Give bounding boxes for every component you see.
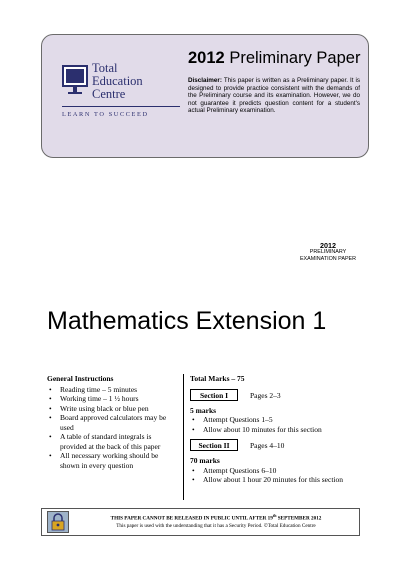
stamp-year: 2012 <box>320 241 336 250</box>
stamp-line2: EXAMINATION PAPER <box>299 256 357 262</box>
instruction-item: • Board approved calculators may be used <box>47 413 175 432</box>
header-subtitle: Preliminary Paper <box>229 49 361 67</box>
total-marks: Total Marks – 75 <box>190 374 245 383</box>
section-item: • Attempt Questions 1–5 <box>190 415 360 425</box>
section-marks: 5 marks <box>190 405 217 415</box>
footer-text <box>76 512 356 530</box>
section-item: • Allow about 10 minutes for this section <box>190 425 360 435</box>
section-header <box>190 389 360 405</box>
monitor-icon <box>62 64 90 100</box>
section-pages: Pages 4–10 <box>250 441 285 450</box>
marks-summary <box>190 374 360 485</box>
disclaimer <box>188 77 360 115</box>
section-item: • Allow about 1 hour 20 minutes for this section <box>190 475 360 485</box>
instruction-item: • Reading time – 5 minutes <box>47 385 175 395</box>
section-label-box: Section I <box>190 389 238 401</box>
header-title <box>188 49 360 68</box>
page-title: Mathematics Extension 1 <box>47 307 327 335</box>
instruction-item: • Working time – 1 ½ hours <box>47 394 175 404</box>
header-year: 2012 <box>188 49 225 67</box>
section-label-box: Section II <box>190 439 238 451</box>
instruction-item: • All necessary working should be shown in every question <box>47 451 175 470</box>
tec-logo <box>62 60 180 145</box>
section-pages: Pages 2–3 <box>250 390 281 400</box>
column-divider <box>183 374 184 500</box>
logo-divider <box>62 106 180 107</box>
section-header <box>190 439 360 455</box>
exam-stamp <box>292 242 364 263</box>
logo-tagline: LEARN TO SUCCEED <box>62 111 149 118</box>
general-instructions <box>47 374 175 470</box>
instructions-heading: General Instructions <box>47 374 114 383</box>
instruction-item: • Write using black or blue pen <box>47 404 175 414</box>
stamp-line1: PRELIMINARY <box>309 249 347 255</box>
logo-wordmark: Total Education Centre <box>92 61 143 101</box>
section-marks: 70 marks <box>190 456 220 465</box>
instruction-item: • A table of standard integrals is provided at the back of this paper <box>47 432 175 451</box>
disclaimer-label: Disclaimer: <box>188 77 222 84</box>
footer-release-notice: THIS PAPER CANNOT BE RELEASED IN PUBLIC UNTIL AFTER 19th SEPTEMBER 2012 <box>110 513 322 522</box>
footer-copyright: This paper is used with the understanding that it has a Security Period. ©Total Education Centre <box>116 522 316 529</box>
disclaimer-text: This paper is written as a Preliminary paper. It is designed to provide practice consistent with the demands of the Preliminary course and its examination. However, we do not guarantee it predicts question content for a student's actual Preliminary examination. <box>188 77 360 115</box>
section-item: • Attempt Questions 6–10 <box>190 466 360 476</box>
header-box <box>41 34 369 158</box>
security-footer <box>41 508 360 536</box>
lock-seal-icon <box>47 511 69 533</box>
